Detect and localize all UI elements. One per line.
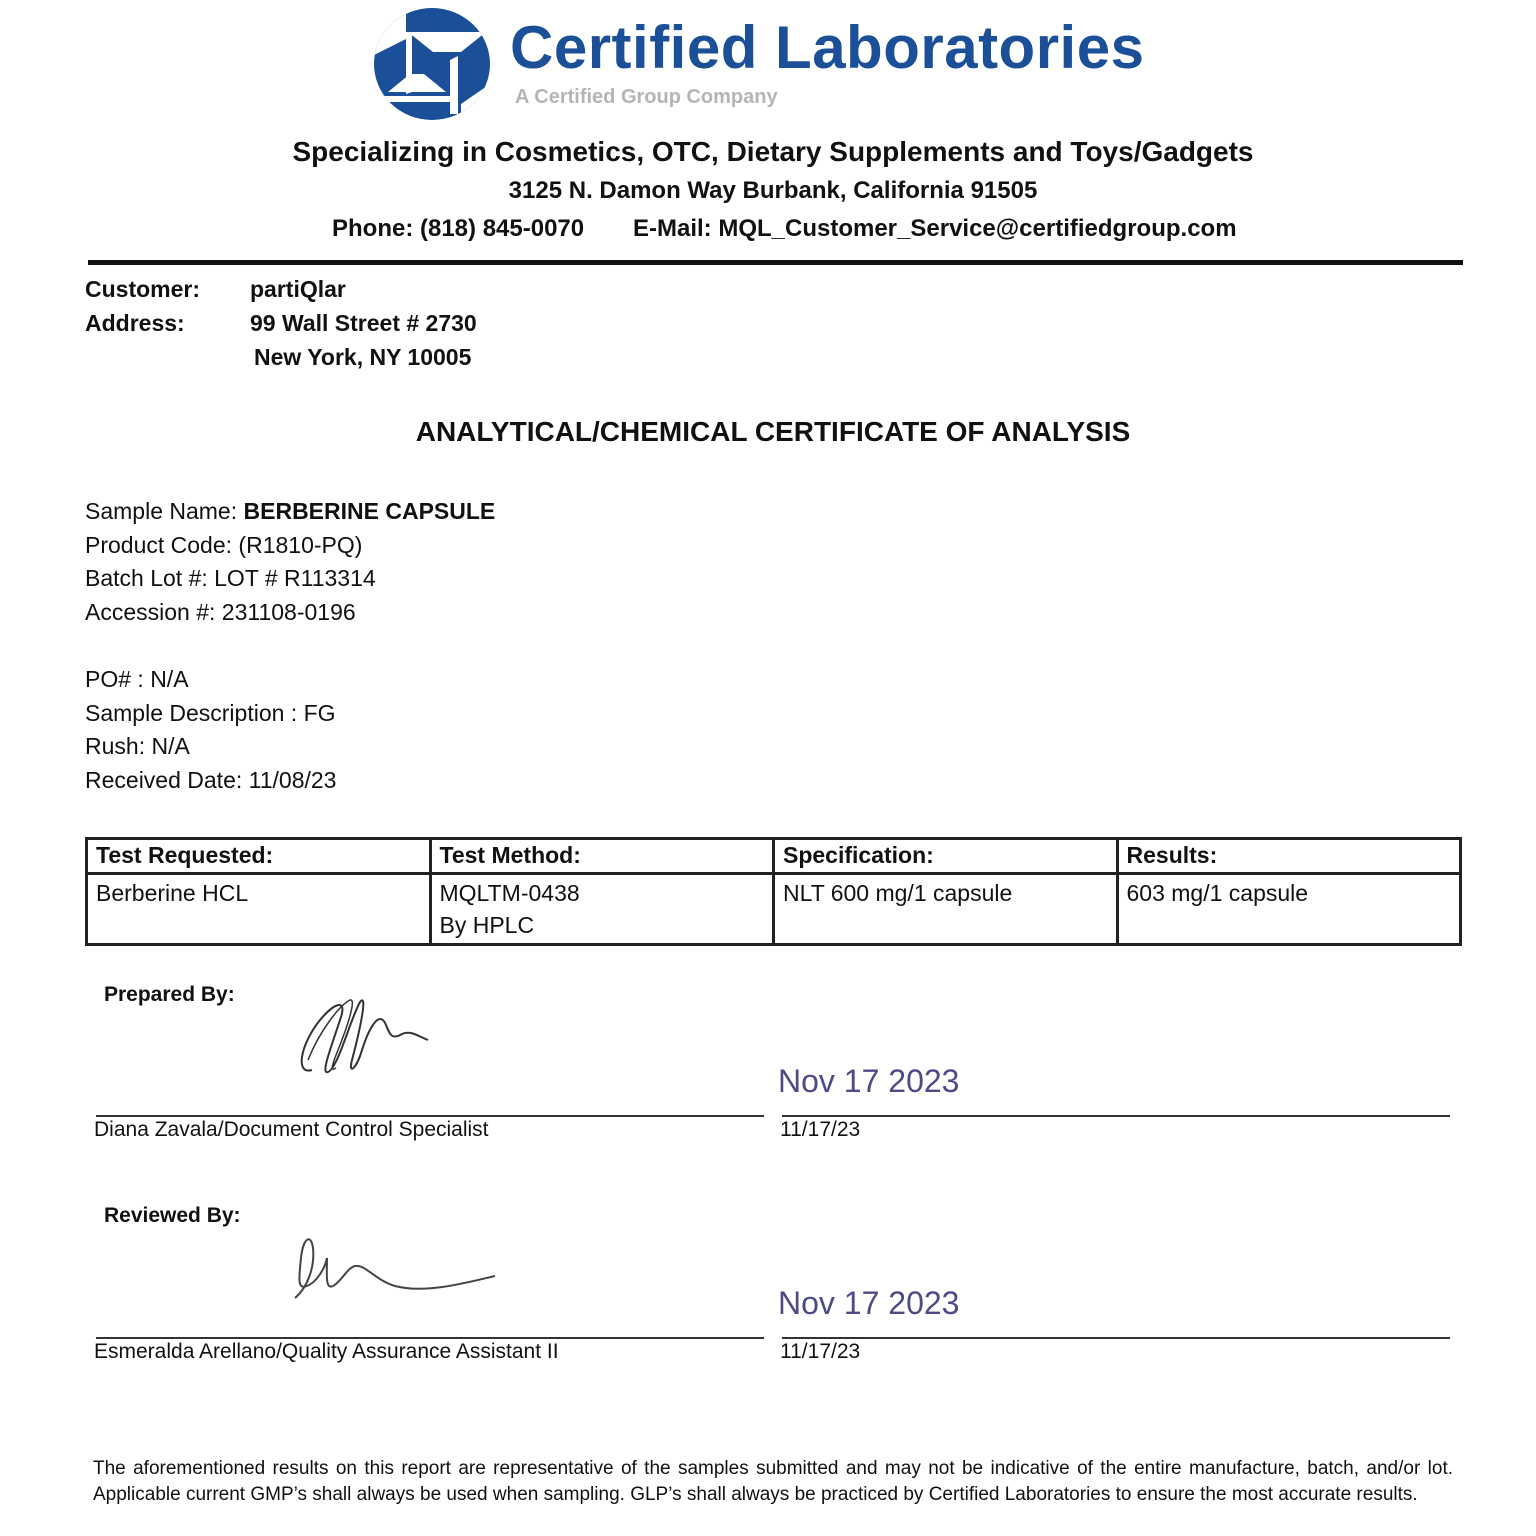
reviewed-signature-line	[96, 1337, 764, 1339]
cell-specification: NLT 600 mg/1 capsule	[774, 874, 1118, 945]
customer-label: Customer:	[85, 276, 201, 302]
po-number: PO# : N/A	[85, 666, 189, 692]
customer-value: partiQlar	[250, 276, 346, 302]
cell-method	[430, 874, 774, 945]
address-line-2: New York, NY 10005	[254, 344, 472, 370]
col-test-method: Test Method:	[430, 839, 774, 874]
table-header-row	[87, 839, 1461, 874]
lab-phone: Phone: (818) 845-0070	[332, 215, 585, 242]
sample-name	[85, 495, 495, 527]
prepared-date-line	[782, 1115, 1450, 1117]
prepared-by-name: Diana Zavala/Document Control Specialist	[94, 1118, 489, 1141]
address-line-1: 99 Wall Street # 2730	[250, 310, 477, 336]
batch-lot: Batch Lot #: LOT # R113314	[85, 565, 376, 591]
rush: Rush: N/A	[85, 733, 190, 759]
received-date: Received Date: 11/08/23	[85, 767, 337, 793]
prepared-signature-icon	[290, 990, 440, 1085]
table-row	[87, 874, 1461, 945]
reviewed-by-label: Reviewed By:	[104, 1204, 241, 1227]
product-code: Product Code: (R1810-PQ)	[85, 532, 363, 558]
reviewed-date-line	[782, 1337, 1450, 1339]
reviewed-date-stamp: Nov 17 2023	[778, 1285, 960, 1321]
certified-laboratories-logo-icon	[366, 4, 490, 120]
prepared-signature-line	[96, 1115, 764, 1117]
accession-number: Accession #: 231108-0196	[85, 599, 356, 625]
cell-test: Berberine HCL	[87, 874, 431, 945]
cell-result: 603 mg/1 capsule	[1117, 874, 1461, 945]
results-table	[85, 837, 1462, 946]
prepared-date: 11/17/23	[780, 1118, 861, 1141]
prepared-by-label: Prepared By:	[104, 983, 235, 1006]
sample-description: Sample Description : FG	[85, 700, 336, 726]
method-code: MQLTM-0438	[439, 880, 580, 906]
header-divider	[88, 260, 1463, 265]
col-test-requested: Test Requested:	[87, 839, 431, 874]
reviewed-by-name: Esmeralda Arellano/Quality Assurance Assistant II	[94, 1340, 559, 1363]
sample-name-label: Sample Name:	[85, 498, 244, 524]
sample-name-value: BERBERINE CAPSULE	[243, 498, 496, 524]
brand-name: Certified Laboratories	[510, 14, 1145, 81]
lab-address: 3125 N. Damon Way Burbank, California 91505	[508, 177, 1038, 204]
document-title: ANALYTICAL/CHEMICAL CERTIFICATE OF ANALYSIS	[415, 416, 1131, 447]
prepared-date-stamp: Nov 17 2023	[778, 1063, 960, 1099]
lab-email[interactable]: E-Mail: MQL_Customer_Service@certifiedgroup.com	[633, 215, 1237, 242]
method-technique: By HPLC	[439, 912, 535, 938]
reviewed-signature-icon	[285, 1228, 500, 1308]
lab-specialty: Specializing in Cosmetics, OTC, Dietary Supplements and Toys/Gadgets	[292, 136, 1254, 167]
reviewed-date: 11/17/23	[780, 1340, 861, 1363]
brand-tagline: A Certified Group Company	[515, 86, 778, 108]
disclaimer: The aforementioned results on this report are representative of the samples submitted and may not be indicative of the entire manufacture, batch, and/or lot. Applicable current GMP’s shall always be used when sampling. GLP’s shall always be practiced by Certified Laboratories to ensure the most accurate results.	[93, 1458, 1453, 1505]
col-specification: Specification:	[774, 839, 1118, 874]
col-results: Results:	[1117, 839, 1461, 874]
address-label: Address:	[85, 310, 185, 336]
